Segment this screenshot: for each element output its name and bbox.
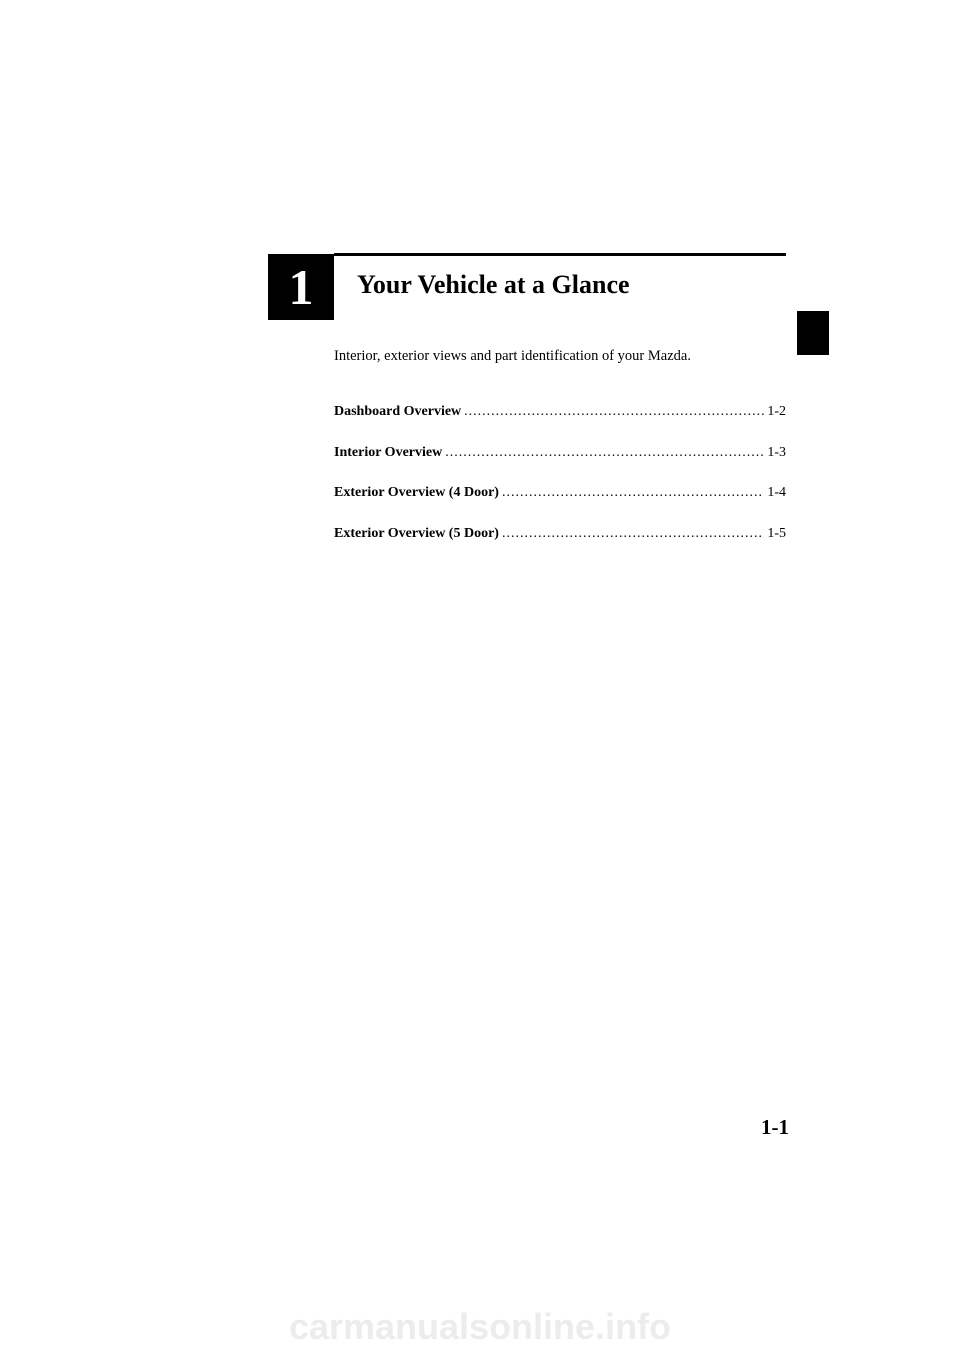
chapter-number: 1 <box>288 259 314 315</box>
page-number: 1-1 <box>761 1115 789 1139</box>
toc-entry-page: 1-4 <box>767 485 786 500</box>
table-of-contents <box>334 404 786 566</box>
toc-entry-label: Exterior Overview (5 Door) <box>334 525 499 541</box>
toc-entry-page: 1-5 <box>767 525 786 541</box>
chapter-number-box <box>268 254 334 320</box>
toc-entry-interior-overview[interactable] <box>334 445 786 486</box>
toc-entry-label: Dashboard Overview <box>334 404 462 419</box>
toc-entry-exterior-overview-4-door[interactable] <box>334 485 786 526</box>
toc-entry-label: Interior Overview <box>334 444 443 460</box>
chapter-side-tab <box>797 311 829 355</box>
toc-leader-dots <box>445 445 764 461</box>
toc-entry-dashboard-overview[interactable] <box>334 404 786 445</box>
toc-leader-dots <box>502 526 764 542</box>
toc-entry-label: Exterior Overview (4 Door) <box>334 485 499 500</box>
toc-leader-dots <box>502 485 764 501</box>
toc-entry-page: 1-3 <box>767 444 786 460</box>
title-rule <box>334 253 786 256</box>
watermark: carmanualsonline.info <box>288 1306 672 1347</box>
toc-entry-page: 1-2 <box>767 404 786 419</box>
toc-entry-exterior-overview-5-door[interactable] <box>334 526 786 567</box>
chapter-intro: Interior, exterior views and part identification of your Mazda. <box>334 348 691 364</box>
toc-leader-dots <box>464 404 764 420</box>
chapter-title: Your Vehicle at a Glance <box>357 270 630 299</box>
